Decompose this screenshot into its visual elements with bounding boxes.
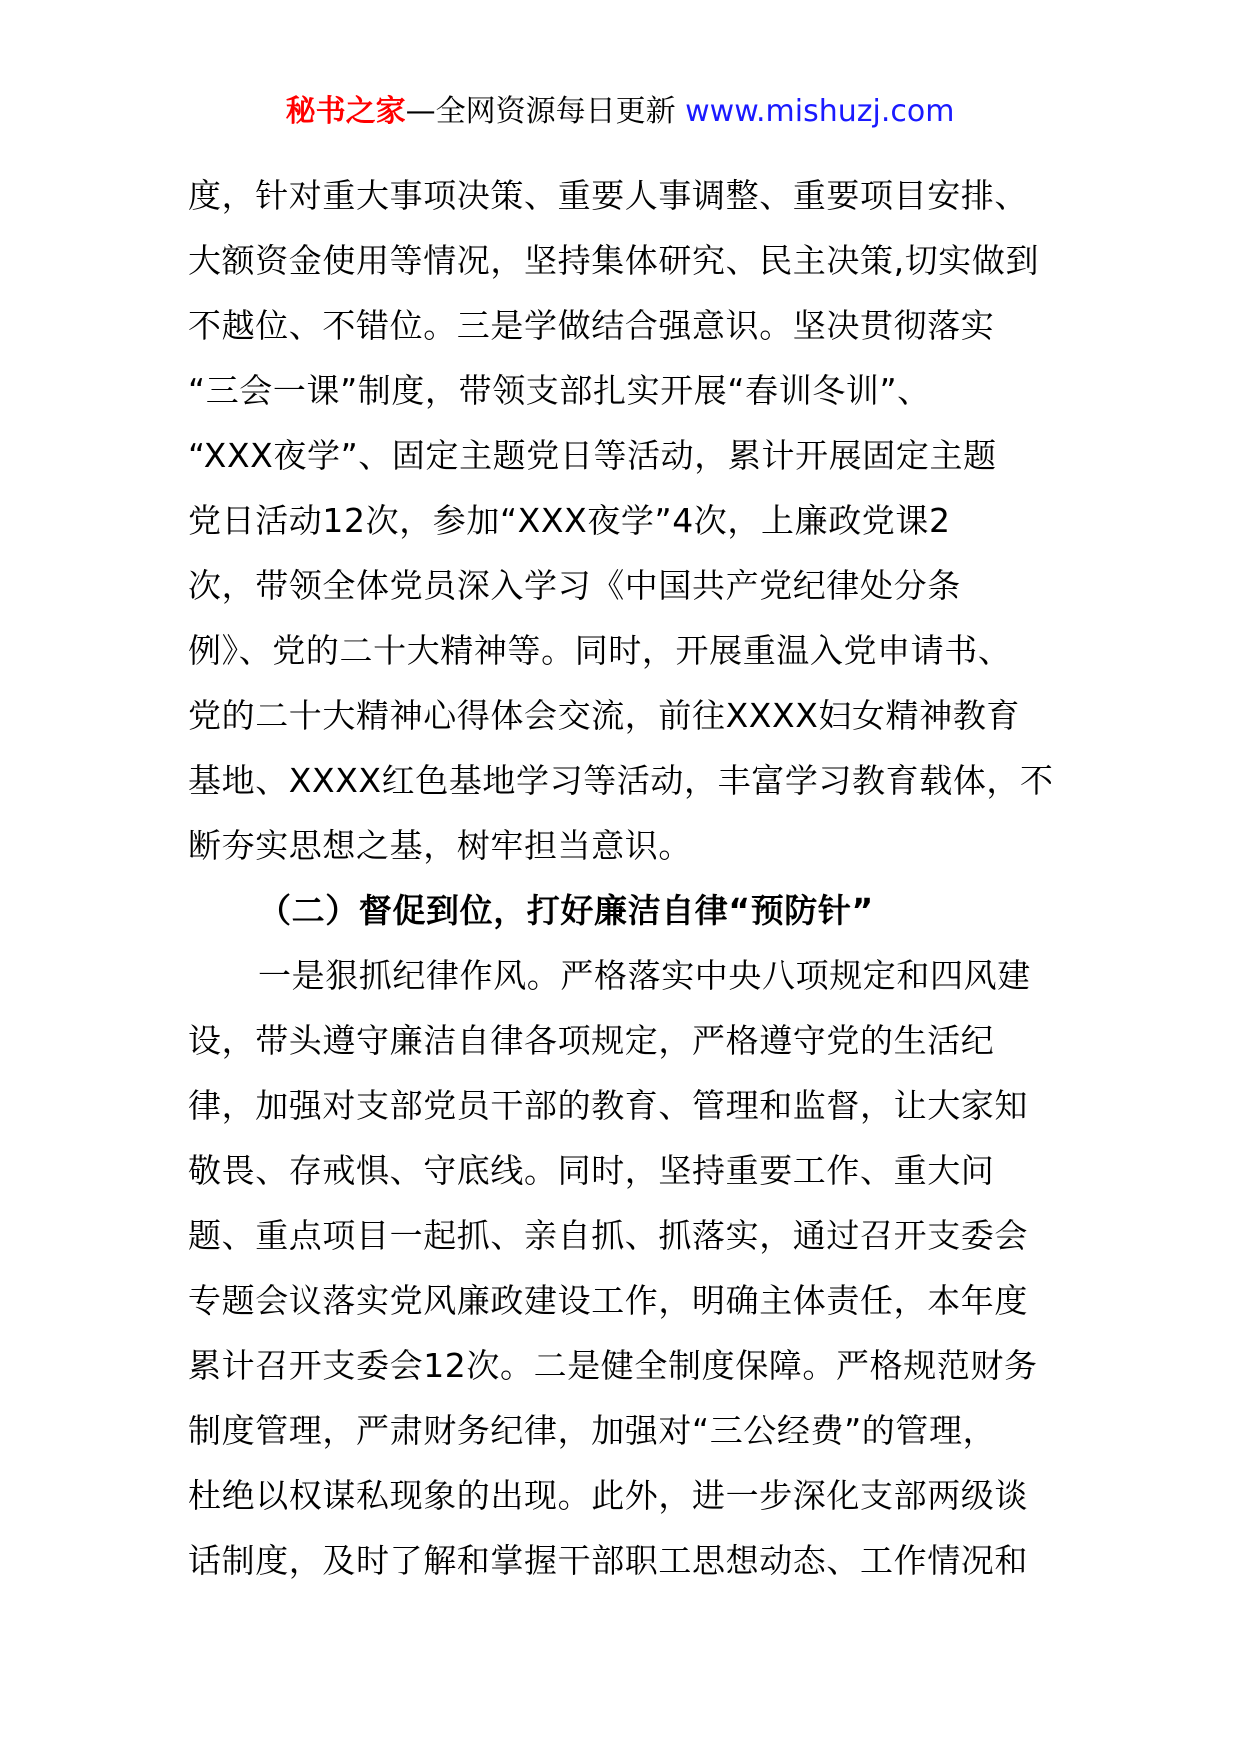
body-line: 基地、XXXX红色基地学习等活动，丰富学习教育载体，不 xyxy=(188,761,1054,800)
body-line: “三会一课”制度，带领支部扎实开展“春训冬训”、 xyxy=(188,371,931,410)
document-body xyxy=(188,163,1058,1593)
body-line: 设，带头遵守廉洁自律各项规定，严格遵守党的生活纪 xyxy=(188,1021,995,1060)
body-line: 例》、党的二十大精神等。同时，开展重温入党申请书、 xyxy=(188,631,1012,670)
site-header xyxy=(0,92,1240,132)
body-line: “XXX夜学”、固定主题党日等活动，累计开展固定主题 xyxy=(188,436,997,475)
section-heading: （二）督促到位，打好廉洁自律“预防针” xyxy=(258,891,874,930)
body-line: 杜绝以权谋私现象的出现。此外，进一步深化支部两级谈 xyxy=(188,1476,1028,1515)
body-line: 题、重点项目一起抓、亲自抓、抓落实，通过召开支委会 xyxy=(188,1216,1028,1255)
body-line: 专题会议落实党风廉政建设工作，明确主体责任，本年度 xyxy=(188,1281,1028,1320)
body-line: 大额资金使用等情况，坚持集体研究、民主决策,切实做到 xyxy=(188,241,1040,280)
body-line: 次，带领全体党员深入学习《中国共产党纪律处分条 xyxy=(188,566,961,605)
body-line: 党的二十大精神心得体会交流，前往XXXX妇女精神教育 xyxy=(188,696,1021,735)
site-tagline: —全网资源每日更新 xyxy=(405,94,676,129)
body-line: 话制度，及时了解和掌握干部职工思想动态、工作情况和 xyxy=(188,1541,1028,1580)
body-line: 不越位、不错位。三是学做结合强意识。坚决贯彻落实 xyxy=(188,306,995,345)
body-line: 制度管理，严肃财务纪律，加强对“三公经费”的管理， xyxy=(188,1411,997,1450)
body-line: 敬畏、存戒惧、守底线。同时，坚持重要工作、重大问 xyxy=(188,1151,995,1190)
site-url-link[interactable]: www.mishuzj.com xyxy=(685,94,955,129)
body-line: 度，针对重大事项决策、重要人事调整、重要项目安排、 xyxy=(188,176,1028,215)
body-line: 断夯实思想之基，树牢担当意识。 xyxy=(188,826,692,865)
body-line: 累计召开支委会12次。二是健全制度保障。严格规范财务 xyxy=(188,1346,1038,1385)
paragraph-first-line: 一是狠抓纪律作风。严格落实中央八项规定和四风建 xyxy=(258,956,1031,995)
body-line: 律，加强对支部党员干部的教育、管理和监督，让大家知 xyxy=(188,1086,1028,1125)
body-line: 党日活动12次，参加“XXX夜学”4次，上廉政党课2 xyxy=(188,501,951,540)
site-brand: 秘书之家 xyxy=(285,94,406,129)
